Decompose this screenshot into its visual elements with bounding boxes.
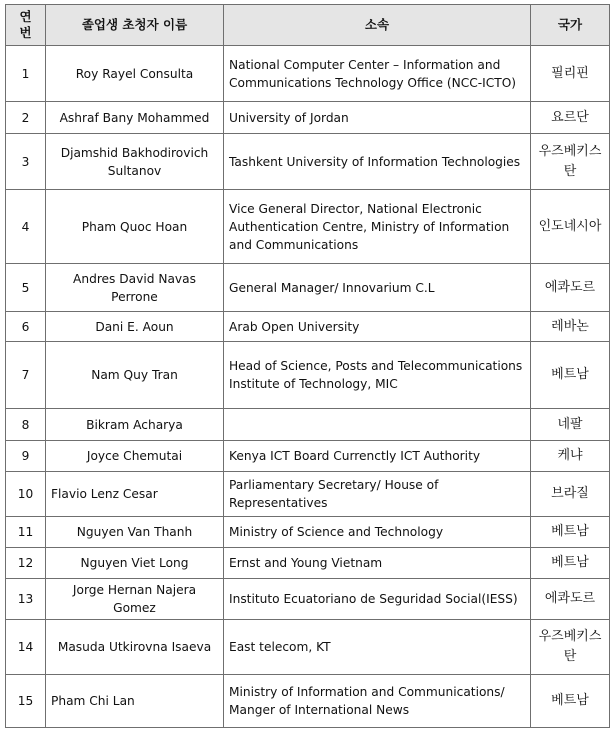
row-affiliation: East telecom, KT	[224, 620, 531, 675]
row-affiliation: Head of Science, Posts and Telecommunications Institute of Technology, MIC	[224, 342, 531, 409]
row-no: 7	[6, 342, 46, 409]
row-country: 에콰도르	[531, 579, 610, 620]
table-row	[6, 264, 610, 312]
table-row	[6, 102, 610, 134]
row-no: 8	[6, 409, 46, 441]
row-name: Djamshid Bakhodirovich Sultanov	[46, 134, 224, 190]
header-no: 연 번	[6, 5, 46, 46]
row-affiliation: Instituto Ecuatoriano de Seguridad Social(IESS)	[224, 579, 531, 620]
row-name: Masuda Utkirovna Isaeva	[46, 620, 224, 675]
row-country: 우즈베키스탄	[531, 620, 610, 675]
row-name: Nam Quy Tran	[46, 342, 224, 409]
table-row	[6, 342, 610, 409]
row-no: 12	[6, 548, 46, 579]
row-no: 11	[6, 517, 46, 548]
row-country: 케냐	[531, 441, 610, 472]
table-row	[6, 548, 610, 579]
row-affiliation: General Manager/ Innovarium C.L	[224, 264, 531, 312]
row-affiliation: Arab Open University	[224, 312, 531, 342]
header-country: 국가	[531, 5, 610, 46]
alumni-table-container	[5, 4, 610, 728]
row-country: 레바논	[531, 312, 610, 342]
row-no: 2	[6, 102, 46, 134]
row-name: Pham Quoc Hoan	[46, 190, 224, 264]
table-row	[6, 472, 610, 517]
row-name: Roy Rayel Consulta	[46, 46, 224, 102]
table-row	[6, 620, 610, 675]
table-row	[6, 46, 610, 102]
table-row	[6, 675, 610, 728]
row-name: Joyce Chemutai	[46, 441, 224, 472]
row-affiliation: Vice General Director, National Electronic Authentication Centre, Ministry of Information and Communications	[224, 190, 531, 264]
row-affiliation: University of Jordan	[224, 102, 531, 134]
row-country: 베트남	[531, 548, 610, 579]
row-name: Ashraf Bany Mohammed	[46, 102, 224, 134]
table-row	[6, 190, 610, 264]
row-affiliation: Parliamentary Secretary/ House of Representatives	[224, 472, 531, 517]
row-affiliation: Ministry of Information and Communications/ Manger of International News	[224, 675, 531, 728]
row-no: 5	[6, 264, 46, 312]
table-row	[6, 441, 610, 472]
row-country: 인도네시아	[531, 190, 610, 264]
row-no: 1	[6, 46, 46, 102]
header-name: 졸업생 초청자 이름	[46, 5, 224, 46]
table-row	[6, 312, 610, 342]
row-name: Nguyen Viet Long	[46, 548, 224, 579]
alumni-table	[5, 4, 610, 728]
row-name: Flavio Lenz Cesar	[46, 472, 224, 517]
row-country: 필리핀	[531, 46, 610, 102]
row-no: 6	[6, 312, 46, 342]
row-no: 15	[6, 675, 46, 728]
row-name: Jorge Hernan Najera Gomez	[46, 579, 224, 620]
row-affiliation: Ernst and Young Vietnam	[224, 548, 531, 579]
row-no: 13	[6, 579, 46, 620]
row-no: 14	[6, 620, 46, 675]
row-no: 4	[6, 190, 46, 264]
row-name: Pham Chi Lan	[46, 675, 224, 728]
table-row	[6, 134, 610, 190]
row-name: Andres David Navas Perrone	[46, 264, 224, 312]
row-affiliation: National Computer Center – Information and Communications Technology Office (NCC-ICTO)	[224, 46, 531, 102]
row-country: 베트남	[531, 517, 610, 548]
row-affiliation: Ministry of Science and Technology	[224, 517, 531, 548]
row-country: 요르단	[531, 102, 610, 134]
row-affiliation: Kenya ICT Board Currenctly ICT Authority	[224, 441, 531, 472]
row-country: 네팔	[531, 409, 610, 441]
row-no: 9	[6, 441, 46, 472]
row-no: 3	[6, 134, 46, 190]
row-country: 베트남	[531, 342, 610, 409]
row-affiliation: Tashkent University of Information Technologies	[224, 134, 531, 190]
row-country: 베트남	[531, 675, 610, 728]
header-affiliation: 소속	[224, 5, 531, 46]
table-header-row	[6, 5, 610, 46]
row-country: 브라질	[531, 472, 610, 517]
table-row	[6, 409, 610, 441]
row-country: 에콰도르	[531, 264, 610, 312]
table-row	[6, 579, 610, 620]
row-name: Dani E. Aoun	[46, 312, 224, 342]
table-row	[6, 517, 610, 548]
row-no: 10	[6, 472, 46, 517]
row-country: 우즈베키스탄	[531, 134, 610, 190]
row-name: Bikram Acharya	[46, 409, 224, 441]
row-name: Nguyen Van Thanh	[46, 517, 224, 548]
row-affiliation	[224, 409, 531, 441]
